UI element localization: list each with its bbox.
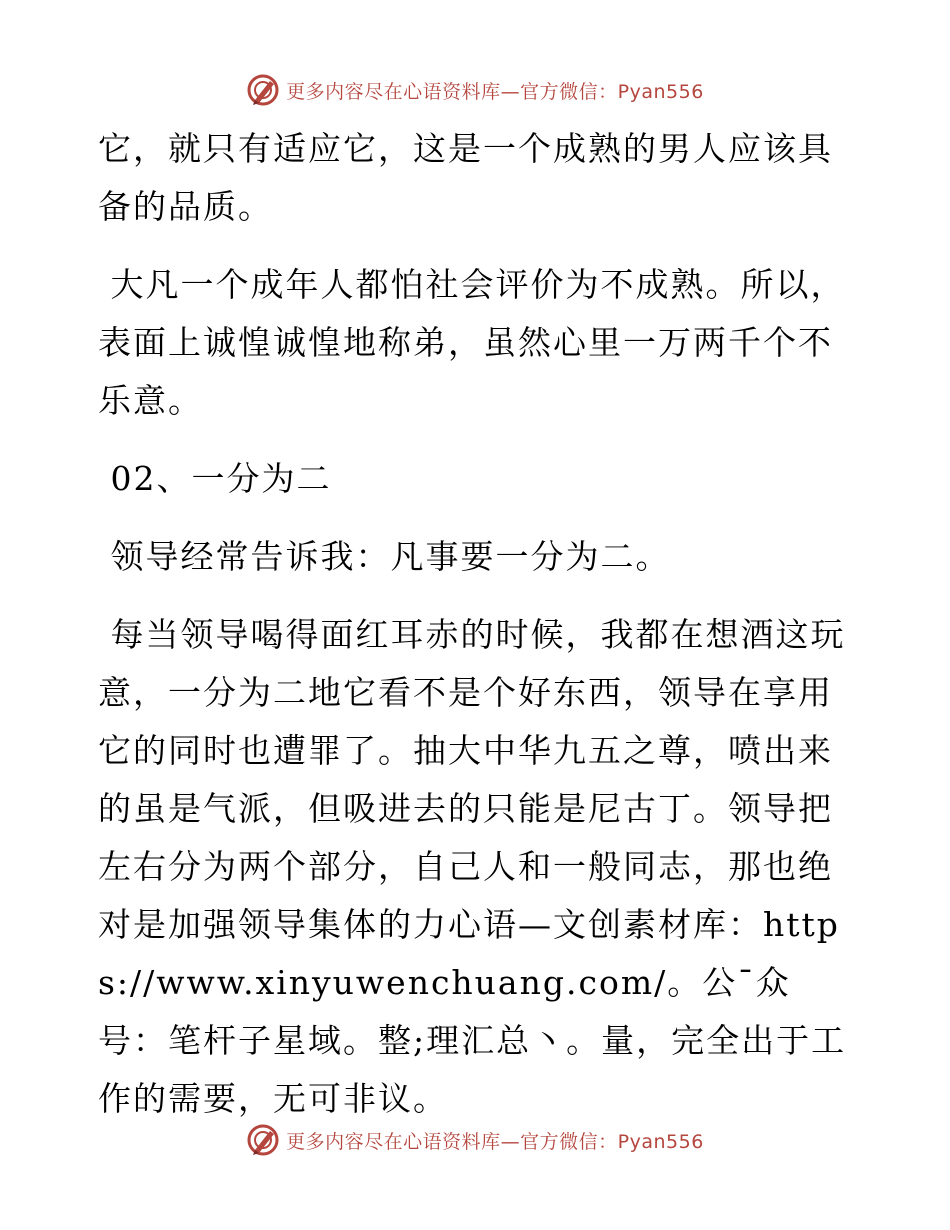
header-watermark [0, 70, 950, 110]
header-contact-text: 官方微信：Pyan556 [520, 80, 704, 103]
section-heading: 02、一分为二 [98, 459, 332, 498]
paragraph-3: 领导经常告诉我：凡事要一分为二。 [98, 537, 671, 576]
footer-watermark [0, 1120, 950, 1160]
paragraph-1: 它，就只有适应它，这是一个成熟的男人应该具备的品质。 [98, 129, 833, 226]
pen-circle-logo-icon [246, 73, 280, 107]
header-brand-text: 更多内容尽在心语资料库 [286, 80, 501, 103]
footer-brand-text: 更多内容尽在心语资料库 [286, 1130, 501, 1153]
header-watermark-text [286, 77, 704, 104]
header-separator: — [500, 80, 521, 103]
paragraph-2: 大凡一个成年人都怕社会评价为不成熟。所以，表面上诚惶诚惶地称弟，虽然心里一万两千个不乐意。 [98, 265, 846, 420]
pen-circle-logo-icon [246, 1123, 280, 1157]
footer-contact-text: 官方微信：Pyan556 [520, 1130, 704, 1153]
paragraph-4: 每当领导喝得面红耳赤的时候，我都在想酒这玩意，一分为二地它看不是个好东西，领导在享用它的同时也遭罪了。抽大中华九五之尊，喷出来的虽是气派，但吸进去的只能是尼古丁。领导把左右分为两个部分，自己人和一般同志，那也绝对是加强领导集体的力心语—文创素材库：https://www.xinyuwenchuang.com/。公¯众号：笔杆子星域。整;理汇总丶。量，完全出于工作的需要，无可非议。 [98, 615, 847, 1118]
footer-watermark-text [286, 1127, 704, 1154]
document-body [98, 120, 858, 1148]
footer-separator: — [500, 1130, 521, 1153]
